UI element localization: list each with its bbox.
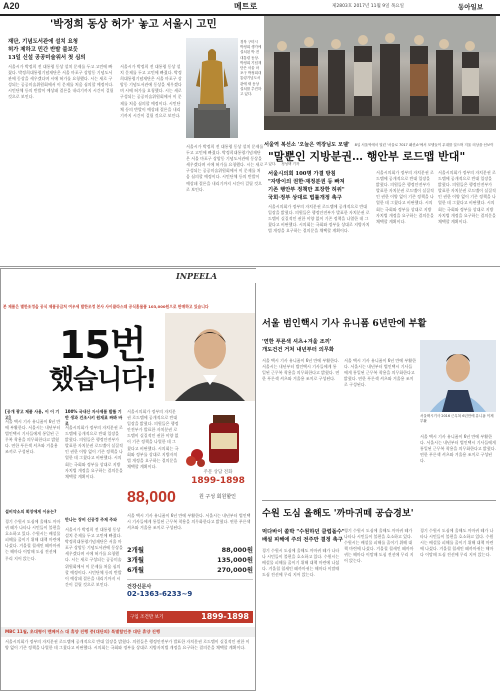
price-note: 원 구성 회원할인 [199,494,236,500]
ad-block [0,268,256,691]
statue-photo [186,38,238,138]
center-subhead-line: 기존 행안부 정책만 포장한 허위" [268,187,345,193]
contact-tel[interactable]: 02-1363-6233~9 [127,590,193,598]
statue-caption: 경북 구미시 박정희 생가에 설치된 박 전 대통령 동상. 박정희 기념재단은 서울 마포구 박정희대통령기념도서관에 새 동상 설치를 추진하고 있다. [240,40,262,97]
person-illustration [165,313,255,401]
center-article-body-col2: 서울시의회가 정부의 자치분권 로드맵에 공개적으로 반대 입장을 밝혔다. 의원들은 행정안전부가 발표한 자치분권 로드맵이 실질적인 권한 이양 없이 기존 정책을 나열한 데 그쳤다고 비판했다. 시의회는 국회와 정부를 상대로 지방자치법 개정을 요구하는 결의문을 채택할 계획이다. [376,170,434,224]
price-row [127,545,253,555]
ad-col2-body: 서울시의회가 정부의 자치분권 로드맵에 공개적으로 반대 입장을 밝혔다. 의원들은 행정안전부가 발표한 자치분권 로드맵이 실질적인 권한 이양 없이 기존 정책을 나열한 데 그쳤다고 비판했다. 시의회는 국회와 정부를 상대로 지방자치법 개정을 요구하는 결의문을 채택할 계획이다. [65,425,123,479]
ad-col1-body2: 경기 수원시 도심에 올해도 까마귀 떼가 나타나 시민들이 불편을 호소하고 있다. 수원시는 배설물 피해를 줄이기 위해 대책 마련에 나섰다. 겨울철 철새인 떼까마귀는 해마다 이맘때 도심 전선에 무리 지어 앉는다. [5,519,61,561]
ad-contact-bar [127,579,253,609]
ad-big-text: 했습니다! [49,365,157,395]
crow-subhead-line: 먹다바이 쏠박 "수원하던 클럽돌수" [262,529,345,535]
uniform-body-col3: 서울 택시 기사 유니폼이 6년 만에 부활한다. 서울시는 내년부터 법인택시 기사들에게 통일된 근무복 착용을 의무화한다고 밝혔다. 연한 푸른색 셔츠와 겨울용 조끼로 구성된다. [420,434,496,464]
uniform-subhead [262,338,402,354]
ad-footer-hotline [127,611,253,623]
models-illustration [264,16,496,130]
section-name: 메트로 [234,2,258,11]
ad-col1-body: 서울 택시 기사 유니폼이 6년 만에 부활한다. 서울시는 내년부터 법인택시 기사들에게 통일된 근무복 착용을 의무화한다고 밝혔다. 연한 푸른색 셔츠와 겨울용 조끼로 구성된다. [5,419,61,455]
fashion-show-photo [264,16,496,130]
ad-bottom-bar [1,627,255,637]
ad-col3-body: 서울시의회가 정부의 자치분권 로드맵에 공개적으로 반대 입장을 밝혔다. 의원들은 행정안전부가 발표한 자치분권 로드맵이 실질적인 권한 이양 없이 기존 정책을 나열한 데 그쳤다고 비판했다. 시의회는 국회와 정부를 상대로 지방자치법 개정을 요구하는 결의문을 채택할 계획이다. [127,409,179,469]
taxi-driver-photo [420,340,496,412]
driver-illustration [420,340,496,412]
uniform-body: 서울 택시 기사 유니폼이 6년 만에 부활한다. 서울시는 내년부터 법인택시 기사들에게 통일된 근무복 착용을 의무화한다고 밝혔다. 연한 푸른색 셔츠와 겨울용 조끼로 구성된다. [262,358,340,382]
center-headline: "말뿐인 지방분권… 행안부 로드맵 반대" [268,150,466,163]
price-big: 88,000 [127,489,176,506]
price-badge [127,489,253,509]
footer-hotline[interactable]: 1899-1898 [201,612,249,621]
hotline-number[interactable]: 1899-1898 [191,476,245,486]
price-table [127,545,253,575]
ad-col2-title: 100% 국내산 자사제품 발틀 기반 생과 건조시키 원재료 짜봐 바로 [65,409,123,427]
top-subhead [8,38,163,62]
uniform-body-col2: 서울 택시 기사 유니폼이 6년 만에 부활한다. 서울시는 내년부터 법인택시 기사들에게 통일된 근무복 착용을 의무화한다고 밝혔다. 연한 푸른색 셔츠와 겨울용 조끼로 구성된다. [344,358,416,388]
crow-subhead-line: 배설 피해에 주의 전주만 결정 촉구 [262,537,343,543]
top-subhead-line: 재단, 기념도서관에 설치 요청 [8,39,78,45]
ad-big-number: 15번 [59,323,146,367]
crow-body-col2: 경기 수원시 도심에 올해도 까마귀 떼가 나타나 시민들이 불편을 호소하고 있다. 수원시는 배설물 피해를 줄이기 위해 대책 마련에 나섰다. 겨울철 철새인 떼까마귀는 해마다 이맘때 도심 전선에 무리 지어 앉는다. [344,528,414,564]
top-article-body-col3: 서울시가 박정희 전 대통령 동상 설치 문제를 두고 고민에 빠졌다. 박정희대통령기념재단은 서울 마포구 상암동 기념도서관에 동상을 세우겠다며 시에 허가를 요청했다. 시는 새로 구성되는 공공미술위원회에서 이 문제를 처음 심의할 예정이다. 시민단체 등의 반발이 예상돼 결론을 내리기까지 시간이 걸릴 것으로 보인다. [186,144,264,192]
ad-person-photo [165,313,255,401]
ad-bottom-text: MBC 11월, 초대형이 맨페어스 대 휴양 진행 중(대단의) 특별할인중 대단 휴양 진행 [5,629,161,634]
top-article-body-col2: 서울시가 박정희 전 대통령 동상 설치 문제를 두고 고민에 빠졌다. 박정희대통령기념재단은 서울 마포구 상암동 기념도서관에 동상을 세우겠다며 시에 허가를 요청했다. 시는 새로 구성되는 공공미술위원회에서 이 문제를 처음 심의할 예정이다. 시민단체 등의 반발이 예상돼 결론을 내리기까지 시간이 걸릴 것으로 보인다. [120,64,182,118]
newspaper-name: 동아일보 [458,3,484,11]
crow-headline: 수원 도심 올해도 '까마귀떼 공습경보' [262,508,414,519]
price-value: 88,000원 [221,546,253,554]
ad-top-line: 본 제품은 별한조정을 공식 제품공급처 여우세 발한조정 본사 사이클라스데 공식홈물품 103,000원으로 판매하고 있습니다 [3,304,209,309]
ad-brand: INPEELA [176,271,218,281]
crow-body-col3: 경기 수원시 도심에 올해도 까마귀 떼가 나타나 시민들이 불편을 호소하고 있다. 수원시는 배설물 피해를 줄이기 위해 대책 마련에 나섰다. 겨울철 철새인 떼까마귀는 해마다 이맘때 도심 전선에 무리 지어 앉는다. [420,528,494,558]
product-photo [183,409,253,469]
center-subhead-line: 서울시의회 100명 가결 방침 [268,171,336,177]
top-subhead-line: 13일 신설 공공미술위서 첫 심의 [8,55,86,61]
uniform-headline: 서울 범인핵시 기사 유니폼 6년만에 부활 [262,318,427,329]
center-subhead-line: 국회·정부 상대로 법률개정 촉구 [268,195,342,201]
top-article-body: 서울시가 박정희 전 대통령 동상 설치 문제를 두고 고민에 빠졌다. 박정희대통령기념재단은 서울 마포구 상암동 기념도서관에 동상을 세우겠다며 시에 허가를 요청했다. 시는 새로 구성되는 공공미술위원회에서 이 문제를 처음 심의할 예정이다. 시민단체 등의 반발이 예상돼 결론을 내리기까지 시간이 걸릴 것으로 보인다. [8,64,114,100]
crow-body: 경기 수원시 도심에 올해도 까마귀 떼가 나타나 시민들이 불편을 호소하고 있다. 수원시는 배설물 피해를 줄이기 위해 대책 마련에 나섰다. 겨울철 철새인 떼까마귀는 해마다 이맘때 도심 전선에 무리 지어 앉는다. [262,548,340,578]
contact-label: 건강신문사 [127,584,152,590]
product-bottle-icon [183,409,253,469]
hotline-label: 주문 상담 전화 [203,470,233,475]
fashion-caption-title: 서울역 복선소 '오늘은 역장님도 모델' [264,142,350,148]
center-article-body-col3: 서울시의회가 정부의 자치분권 로드맵에 공개적으로 반대 입장을 밝혔다. 의원들은 행정안전부가 발표한 자치분권 로드맵이 실질적인 권한 이양 없이 기존 정책을 나열한 데 그쳤다고 비판했다. 시의회는 국회와 정부를 상대로 지방자치법 개정을 요구하는 결의문을 채택할 계획이다. [438,170,496,224]
photo-byline: 정성택 기자 [281,162,300,166]
price-value: 135,000원 [217,556,253,564]
page-number: A20 [3,1,20,11]
ad-col1-sub: 설비약소의 회장에게 이유는? [5,509,57,514]
price-row [127,565,253,575]
price-set: 3개월 [127,556,145,564]
fashion-caption-note: 8일 서울역에서 열린 '서울로 7017 패션쇼'에서 모델들이 무대를 걸으며 겨울 의상을 선보이고 있다. [264,143,494,166]
date-line: 제2803호 2017년 11월 9일 목요일 [332,4,404,9]
price-set: 6개월 [127,566,145,574]
price-row [127,555,253,565]
footer-tag: 구입 조건만 보기 [130,615,164,620]
uniform-subhead-line: '연한 푸른색 셔츠+겨울 조끼' [262,339,332,345]
ad-col1-title: [공개 광고 제품 사용, 이 이 기고] [5,409,60,421]
right-divider [262,500,496,501]
statue-figure [186,38,238,138]
ad-fineprint: 서울시의회가 정부의 자치분권 로드맵에 공개적으로 반대 입장을 밝혔다. 의원들은 행정안전부가 발표한 자치분권 로드맵이 실질적인 권한 이양 없이 기존 정책을 나열한 데 그쳤다고 비판했다. 시의회는 국회와 정부를 상대로 지방자치법 개정을 요구하는 결의문을 채택할 계획이다. [5,639,250,651]
price-value: 270,000원 [217,566,253,574]
taxi-caption: 서울택시기사 2016 근무복 6년만에 유니폼 이제 부활 [420,414,494,423]
ad-brand-bar [1,269,257,283]
section-divider [0,266,500,267]
ad-col2-body2: 서울시가 박정희 전 대통령 동상 설치 문제를 두고 고민에 빠졌다. 박정희대통령기념재단은 서울 마포구 상암동 기념도서관에 동상을 세우겠다며 시에 허가를 요청했다. 시는 새로 구성되는 공공미술위원회에서 이 문제를 처음 심의할 예정이다. 시민단체 등의 반발이 예상돼 결론을 내리기까지 시간이 걸릴 것으로 보인다. [65,527,123,587]
center-article-body: 서울시의회가 정부의 자치분권 로드맵에 공개적으로 반대 입장을 밝혔다. 의원들은 행정안전부가 발표한 자치분권 로드맵이 실질적인 권한 이양 없이 기존 정책을 나열한 데 그쳤다고 비판했다. 시의회는 국회와 정부를 상대로 지방자치법 개정을 요구하는 결의문을 채택할 계획이다. [268,204,370,234]
price-body: 서울 택시 기사 유니폼이 6년 만에 부활한다. 서울시는 내년부터 법인택시 기사들에게 통일된 근무복 착용을 의무화한다고 밝혔다. 연한 푸른색 셔츠와 겨울용 조끼로 구성된다. [127,513,251,531]
price-set: 2개월 [127,546,145,554]
top-headline: '박정희 동상 허가' 놓고 서울시 고민 [50,18,217,30]
center-subhead-line: "자방이의 권한·재정분권 등 빠져 [268,179,345,185]
masthead [0,0,500,14]
ad-col2-sub: 만나는 장비 신공정 주제 주와 [65,517,117,522]
center-subhead [268,170,372,202]
uniform-subhead-line: 개도건건 거처 내년부터 의무화 [262,347,335,353]
top-subhead-line: 허가 제하고 민간 반발 불보듯 [8,47,78,53]
